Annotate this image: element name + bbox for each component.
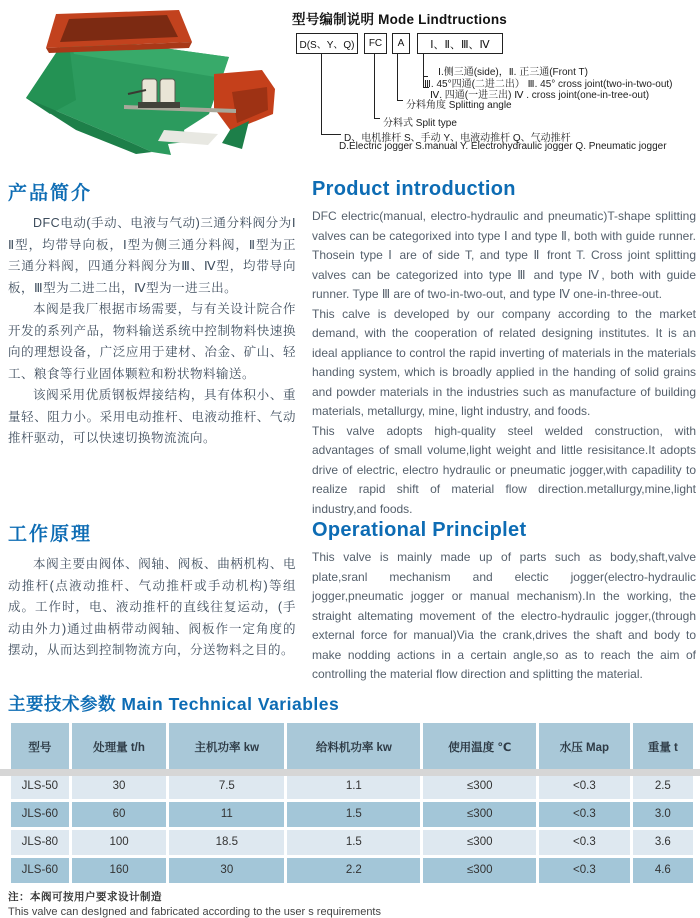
table-cell: 30: [72, 774, 167, 799]
table-cell: 1.1: [287, 774, 420, 799]
intro-cn-paragraph-3: 该阀采用优质钢板焊接结构，具有体积小、重量轻、阻力小。采用电动推杆、电液动推杆、气动推杆驱动，可以快速切换物流流向。: [8, 388, 296, 445]
column-header: 主机功率 kw: [169, 723, 284, 771]
table-cell: <0.3: [539, 774, 630, 799]
type-line-3: Ⅳ. 四通(一进三出) Ⅳ . cross joint(one-in-tree-out): [430, 89, 650, 101]
table-cell: 30: [169, 858, 284, 883]
table-row: [11, 802, 693, 827]
column-header: 使用温度 ℃: [423, 723, 536, 771]
splitting-angle-label: 分料角度 Splitting angle: [406, 99, 512, 111]
connector-line-drive: [321, 54, 341, 135]
table-row: [11, 830, 693, 855]
footnotes: [0, 886, 700, 918]
section-principle-en: [312, 519, 696, 685]
intro-en-paragraph-3: This valve adopts high-quality steel welded construction, with advantages of small volume,light weight and little resisitance.It adopts drive of electric, electro hydraulic or pneumatic jogger,with capadility to realize rapid shift of material flow direction.metallurgy,mine,light industry,and foods.: [312, 423, 696, 516]
jogger-label-cn: D、电机推杆 S、手动 Y、电液动推杆 Q、气动推杆: [344, 133, 571, 144]
intro-en-title: Product introduction: [312, 178, 516, 200]
table-cell: ≤300: [423, 858, 536, 883]
cylinder-right: [160, 79, 175, 106]
product-photo: [16, 2, 284, 167]
table-cell: 11: [169, 802, 284, 827]
table-cell: 60: [72, 802, 167, 827]
cylinder-bracket: [138, 102, 180, 108]
spec-table-head-row: [11, 723, 693, 771]
table-cell: <0.3: [539, 858, 630, 883]
type-line-2: Ⅲ. 45°四通(二进二出） Ⅲ. 45° cross joint(two-in-two-out): [424, 78, 673, 90]
table-cell: 3.0: [633, 802, 693, 827]
section-product-intro-cn: [8, 178, 296, 450]
footnote-cn: 注：本阀可按用户要求设计制造: [8, 890, 162, 903]
intro-cn-paragraph-1: DFC电动(手动、电液与气动)三通分料阀分为Ⅰ Ⅱ型，均带导向板，Ⅰ型为侧三通分料阀，Ⅱ型为正三通分料阀，四通分料阀分为Ⅲ、Ⅳ型，均带导向板，Ⅲ型为二进二出，Ⅳ型为一进三出。: [8, 216, 296, 295]
column-header: 处理量 t/h: [72, 723, 167, 771]
table-cell: 1.5: [287, 830, 420, 855]
jogger-label-en: D.Electric jogger S.manual Y. Electrohydraulic jogger Q. Pneumatic jogger: [339, 141, 667, 152]
technical-variables-section: [0, 685, 700, 886]
spec-table-body: [11, 774, 693, 883]
page-bottom-strip: [0, 769, 700, 776]
code-box-drive: D(S、Y、Q): [296, 33, 358, 54]
table-cell: ≤300: [423, 774, 536, 799]
table-cell: ≤300: [423, 802, 536, 827]
principle-cn-paragraph: 本阀主要由阀体、阀轴、阀板、曲柄机构、电动推杆(点液动推杆、气动推杆或手动机构)等组成。工作时，电、液动推杆的直线往复运动，(手动由外力)通过曲柄带动阀轴、阀板作一定角度的摆动，从而达到控制物流方向，分送物料之目的。: [8, 557, 296, 657]
principle-en-title: Operational Principlet: [312, 519, 527, 541]
spec-table: [8, 720, 696, 886]
table-row: [11, 774, 693, 799]
table-cell: JLS-80: [11, 830, 69, 855]
code-box-a: A: [392, 33, 410, 54]
principle-en-paragraph: This valve is mainly made up of parts such as body,shaft,valve plate,sranl mechanism and electic jogger(electro-hydraulic jogger,pneumatic jogger or manual mechanism).In the working, the straight altemating movement of the electro-hydraulic jogger,(through external force for manual)Via the crank,drives the shaft and body to make nodding actions in a certain angle,so as to reach the aim of controlling the material flow direction and splitting the material.: [312, 550, 696, 681]
principle-cn-title: 工作原理: [8, 524, 93, 545]
table-cell: 160: [72, 858, 167, 883]
top-section: [0, 0, 700, 172]
table-cell: <0.3: [539, 830, 630, 855]
table-cell: 18.5: [169, 830, 284, 855]
intro-en-paragraph-2: This calve is developed by our company according to the market demand, with the cooperation of related designing institutes. It is an ideal appliance to control the rapid inverting of materials in the materials handing system, which is broadly applied in the handing of solid grains and powder materials in the industries such as manufacture of building materials, metallurgy, mine, light industry, and foods.: [312, 306, 696, 418]
code-box-types: Ⅰ、Ⅱ、Ⅲ、Ⅳ: [417, 33, 503, 54]
table-row: [11, 858, 693, 883]
table-cell: JLS-60: [11, 802, 69, 827]
intro-en-paragraph-1: DFC electric(manual, electro-hydraulic and pneumatic)T-shape splitting valves can be categorixed into type Ⅰ and type Ⅱ, both with guide runner. Thosein type Ⅰ are of side T, and type Ⅱ front T. Cross joint splitting valves can be categorized into type Ⅲ and type Ⅳ, both with guide runner. Type Ⅲ are of two-in-two-out, and type Ⅳ one-in-three-out.: [312, 209, 696, 301]
column-header: 重量 t: [633, 723, 693, 771]
text-columns: [0, 172, 700, 685]
table-cell: 7.5: [169, 774, 284, 799]
table-cell: ≤300: [423, 830, 536, 855]
section-principle-cn: [8, 519, 296, 662]
table-cell: JLS-50: [11, 774, 69, 799]
table-cell: JLS-60: [11, 858, 69, 883]
table-cell: 2.5: [633, 774, 693, 799]
model-code-diagram: [290, 8, 700, 168]
column-header: 给料机功率 kw: [287, 723, 420, 771]
section-product-intro-en: [312, 178, 696, 519]
type-line-1: Ⅰ.侧三通(side)，Ⅱ. 正三通(Front T): [438, 67, 588, 78]
connector-line-split: [374, 54, 380, 119]
code-box-fc: FC: [364, 33, 387, 54]
connector-line-angle: [397, 54, 403, 101]
table-cell: <0.3: [539, 802, 630, 827]
table-cell: 2.2: [287, 858, 420, 883]
footnote-en: This valve can desIgned and fabricated according to the user s requirements: [8, 905, 381, 918]
table-title: 主要技术参数 Main Technical Variables: [8, 693, 340, 714]
column-header: 水压 Map: [539, 723, 630, 771]
diagram-title: 型号编制说明 Mode Lindtructions: [292, 12, 507, 27]
table-cell: 4.6: [633, 858, 693, 883]
table-cell: 1.5: [287, 802, 420, 827]
intro-cn-title: 产品简介: [8, 183, 93, 204]
cylinder-left: [142, 79, 157, 106]
intro-cn-paragraph-2: 本阀是我厂根据市场需要，与有关设计院合作开发的系列产品，物料输送系统中控制物料快速换向的理想设备，广泛应用于建材、冶金、矿山、轻工、粮食等行业固体颗粒和粉状物料输送。: [8, 302, 296, 381]
split-type-label: 分料式 Split type: [383, 117, 457, 129]
splitting-valve-illustration: [16, 2, 284, 167]
table-cell: 100: [72, 830, 167, 855]
column-header: 型号: [11, 723, 69, 771]
table-cell: 3.6: [633, 830, 693, 855]
